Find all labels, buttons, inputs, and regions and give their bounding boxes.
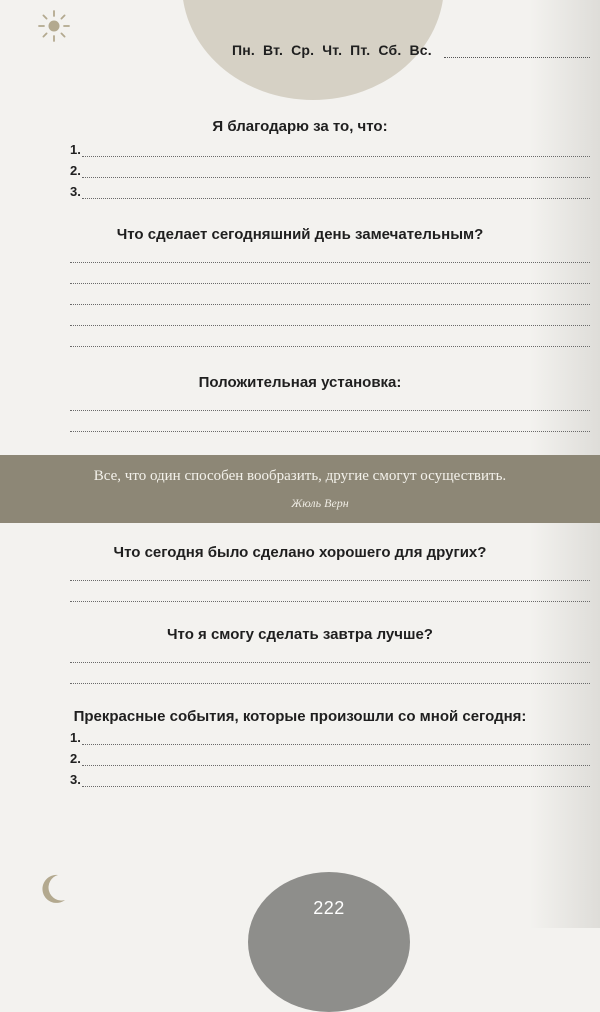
affirmation-line-2[interactable] (70, 431, 590, 432)
good-for-others-line-1[interactable] (70, 580, 590, 581)
weekday-sun[interactable]: Вс. (409, 42, 432, 58)
gratitude-number-2: 2. (70, 163, 81, 178)
weekday-wed[interactable]: Ср. (291, 42, 315, 58)
gratitude-line-3[interactable] (82, 198, 590, 199)
events-line-3[interactable] (82, 786, 590, 787)
affirmation-line-1[interactable] (70, 410, 590, 411)
sun-icon (36, 8, 72, 44)
weekday-sat[interactable]: Сб. (378, 42, 402, 58)
tomorrow-better-line-2[interactable] (70, 683, 590, 684)
gratitude-number-3: 3. (70, 184, 81, 199)
gratitude-line-1[interactable] (82, 156, 590, 157)
wonderful-day-line-5[interactable] (70, 346, 590, 347)
page-number: 222 (313, 898, 345, 918)
gratitude-line-2[interactable] (82, 177, 590, 178)
gratitude-heading: Я благодарю за то, что: (212, 118, 388, 135)
gratitude-number-1: 1. (70, 142, 81, 157)
weekday-mon[interactable]: Пн. (232, 42, 256, 58)
quote-author: Жюль Верн (291, 496, 349, 510)
events-number-1: 1. (70, 730, 81, 745)
wonderful-day-line-1[interactable] (70, 262, 590, 263)
quote-band (0, 455, 600, 523)
tomorrow-better-line-1[interactable] (70, 662, 590, 663)
weekday-fri[interactable]: Пт. (350, 42, 371, 58)
wonderful-day-line-4[interactable] (70, 325, 590, 326)
quote-text: Все, что один способен вообразить, другие смогут осуществить. (93, 468, 507, 484)
weekday-tue[interactable]: Вт. (263, 42, 284, 58)
affirmation-heading: Положительная установка: (198, 374, 402, 391)
wonderful-day-line-3[interactable] (70, 304, 590, 305)
events-number-3: 3. (70, 772, 81, 787)
weekday-thu[interactable]: Чт. (322, 42, 343, 58)
wonderful-day-heading: Что сделает сегодняшний день замечательным? (116, 226, 484, 243)
page-number-circle (248, 872, 410, 1012)
events-line-1[interactable] (82, 744, 590, 745)
date-input-line[interactable] (444, 57, 590, 58)
tomorrow-better-heading: Что я смогу сделать завтра лучше? (167, 626, 433, 643)
moon-icon (38, 872, 68, 906)
wonderful-day-line-2[interactable] (70, 283, 590, 284)
good-for-others-line-2[interactable] (70, 601, 590, 602)
wonderful-events-heading: Прекрасные события, которые произошли со мной сегодня: (73, 708, 527, 725)
good-for-others-heading: Что сегодня было сделано хорошего для других? (113, 544, 487, 561)
events-number-2: 2. (70, 751, 81, 766)
weekday-selector (232, 40, 432, 60)
events-line-2[interactable] (82, 765, 590, 766)
